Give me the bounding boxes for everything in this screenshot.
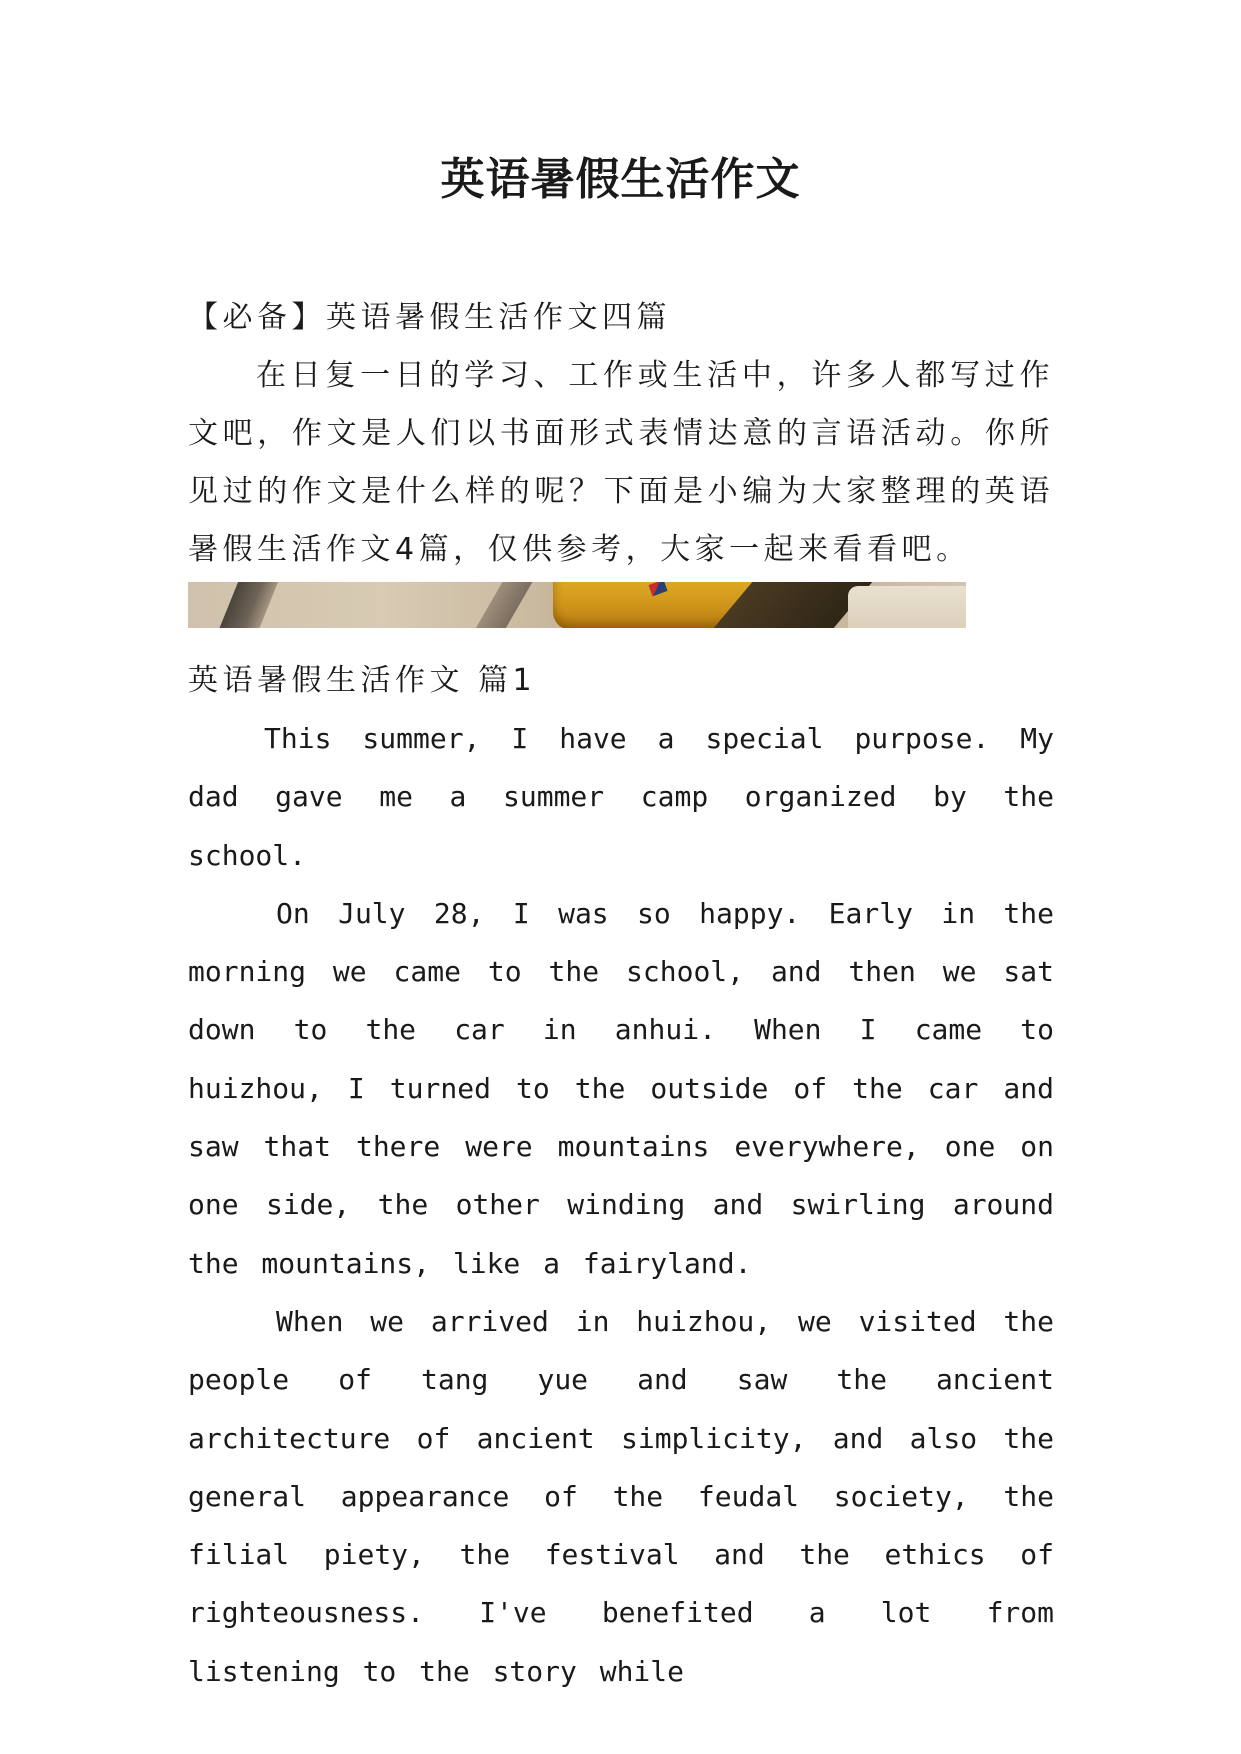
keyboard-key-shape: [848, 586, 966, 628]
document-title: 英语暑假生活作文: [440, 154, 801, 205]
document-body: [188, 289, 1054, 1701]
intro-paragraph: 在日复一日的学习、工作或生活中，许多人都写过作文吧，作文是人们以书面形式表情达意的言语活动。你所见过的作文是什么样的呢？下面是小编为大家整理的英语暑假生活作文4篇，仅供参考，大家一起来看看吧。: [188, 358, 1054, 567]
keyboard-key-shape: [468, 582, 538, 628]
body-paragraph: On July 28, I was so happy. Early in the morning we came to the school, and then we sat down to the car in anhui. When I came to huizhou, I turned to the outside of the car and saw that there were mountains everywhere, one on one side, the other winding and swirling around the mountains, like a fairyland.: [188, 896, 1054, 1280]
body-paragraph: When we arrived in huizhou, we visited the people of tang yue and saw the ancient architecture of ancient simplicity, and also the general appearance of the feudal society, the filial piety, the festival and the ethics of righteousness. I've benefited a lot from listening to the story while: [188, 1304, 1054, 1688]
document-subtitle: 【必备】英语暑假生活作文四篇: [188, 300, 671, 335]
section-heading: 英语暑假生活作文 篇1: [188, 663, 537, 698]
keyboard-key-shape: [214, 582, 282, 628]
keyboard-photo-strip: [188, 582, 966, 628]
body-paragraph: This summer, I have a special purpose. My dad gave me a summer camp organized by the school.: [188, 722, 1054, 872]
